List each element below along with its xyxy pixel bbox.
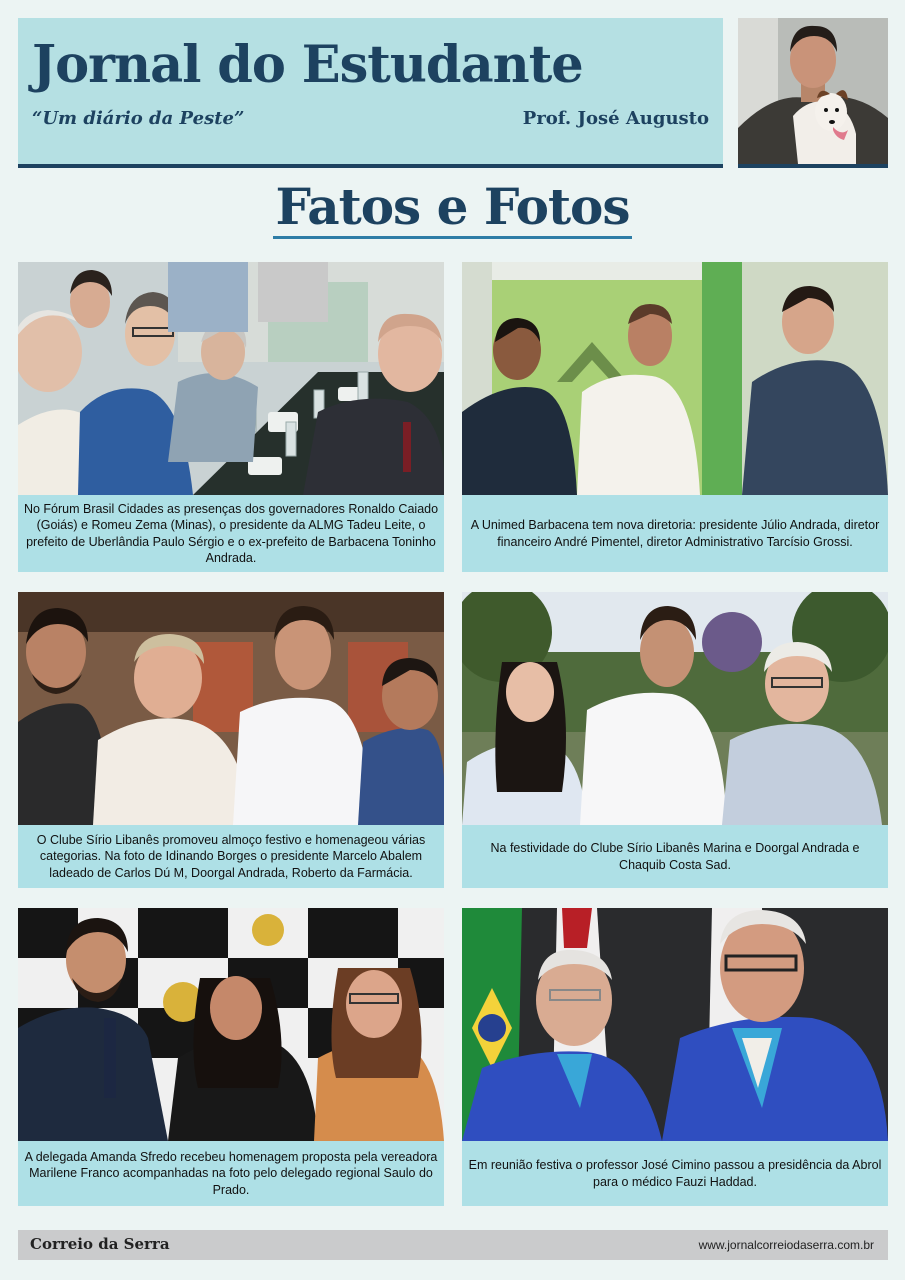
section-heading <box>0 178 905 239</box>
news-photo <box>18 592 444 825</box>
news-photo <box>18 908 444 1141</box>
photo-caption: A Unimed Barbacena tem nova diretoria: presidente Júlio Andrada, diretor financeiro André Pimentel, diretor Administrativo Tarcísio Grossi. <box>470 518 880 549</box>
news-photo <box>18 262 444 495</box>
news-card <box>18 592 444 888</box>
news-card <box>462 592 888 888</box>
news-card <box>462 908 888 1206</box>
photo-caption: Em reunião festiva o professor José Cimino passou a presidência da Abrol para o médico Fauzi Haddad. <box>468 1158 882 1189</box>
tagline: “Um diário da Peste” <box>32 108 245 129</box>
photo-caption: A delegada Amanda Sfredo recebeu homenagem proposta pela vereadora Marilene Franco acompanhadas na foto pelo delegado regional Saulo do Prado. <box>24 1150 438 1197</box>
footer-bar <box>18 1230 888 1260</box>
photo-caption: O Clube Sírio Libanês promoveu almoço festivo e homenageou várias categorias. Na foto de Idinando Borges o presidente Marcelo Abalem ladeado de Carlos Dú M, Doorgal Andrada, Roberto da Farmácia. <box>36 833 426 880</box>
news-photo <box>462 908 888 1141</box>
photo-caption: Na festividade do Clube Sírio Libanês Marina e Doorgal Andrada e Chaquib Costa Sad. <box>490 841 860 872</box>
news-photo <box>462 592 888 825</box>
masthead-banner <box>18 18 723 168</box>
newspaper-title: Jornal do Estudante <box>32 35 583 95</box>
news-card <box>18 908 444 1206</box>
website-link[interactable]: www.jornalcorreiodaserra.com.br <box>698 1238 874 1252</box>
photo-caption: No Fórum Brasil Cidades as presenças dos governadores Ronaldo Caiado (Goiás) e Romeu Zema (Minas), o presidente da ALMG Tadeu Leite, o prefeito de Uberlândia Paulo Sérgio e o ex-prefeito de Barbacena Toninho Andrada. <box>23 502 439 565</box>
news-photo <box>462 262 888 495</box>
news-card <box>462 262 888 572</box>
author-portrait-photo <box>738 18 888 168</box>
news-card <box>18 262 444 572</box>
author-name: Prof. José Augusto <box>522 108 709 129</box>
correio-da-serra-logo: Correio da Serra <box>30 1235 170 1253</box>
section-title: Fatos e Fotos <box>273 178 631 239</box>
